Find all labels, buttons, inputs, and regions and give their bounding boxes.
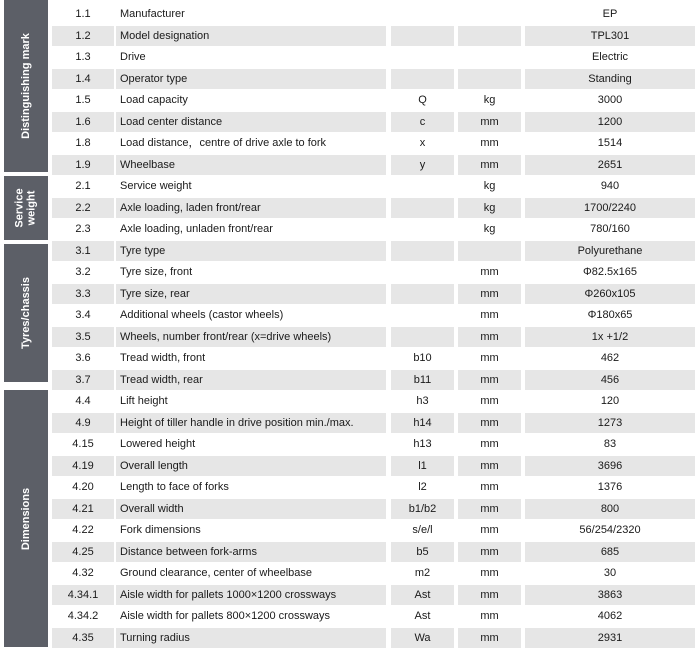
table-row [52, 155, 695, 177]
row-value: 3000 [525, 90, 695, 110]
table-row [52, 542, 695, 564]
section-tyres-chassis [4, 244, 48, 382]
row-symbol: c [391, 112, 454, 132]
table-row [52, 69, 695, 91]
row-value: 120 [525, 391, 695, 411]
row-number: 2.3 [52, 219, 114, 239]
table-row [52, 499, 695, 521]
row-value: Φ260x105 [525, 284, 695, 304]
row-symbol: Ast [391, 606, 454, 626]
row-symbol [391, 26, 454, 46]
row-unit [458, 69, 521, 89]
row-name: Axle loading, unladen front/rear [116, 219, 386, 239]
row-number: 4.35 [52, 628, 114, 648]
row-value: Φ180x65 [525, 305, 695, 325]
row-name: Length to face of forks [116, 477, 386, 497]
row-unit: mm [458, 391, 521, 411]
row-symbol [391, 176, 454, 196]
table-row [52, 241, 695, 263]
row-number: 2.2 [52, 198, 114, 218]
row-value: 1376 [525, 477, 695, 497]
row-value: 56/254/2320 [525, 520, 695, 540]
row-unit: kg [458, 176, 521, 196]
row-unit: mm [458, 563, 521, 583]
row-name: Wheels, number front/rear (x=drive wheels) [116, 327, 386, 347]
row-number: 4.32 [52, 563, 114, 583]
row-name: Service weight [116, 176, 386, 196]
row-unit: mm [458, 606, 521, 626]
row-symbol: s/e/l [391, 520, 454, 540]
row-value: EP [525, 4, 695, 24]
row-symbol: h14 [391, 413, 454, 433]
row-symbol: y [391, 155, 454, 175]
row-value: 2651 [525, 155, 695, 175]
row-value: 3696 [525, 456, 695, 476]
row-symbol: x [391, 133, 454, 153]
row-number: 4.9 [52, 413, 114, 433]
row-number: 3.1 [52, 241, 114, 261]
row-unit: mm [458, 413, 521, 433]
row-number: 1.3 [52, 47, 114, 67]
row-name: Tyre size, front [116, 262, 386, 282]
row-symbol [391, 4, 454, 24]
row-number: 1.5 [52, 90, 114, 110]
row-symbol: b11 [391, 370, 454, 390]
table-row [52, 456, 695, 478]
row-number: 3.2 [52, 262, 114, 282]
row-number: 1.2 [52, 26, 114, 46]
row-name: Tread width, rear [116, 370, 386, 390]
row-number: 1.4 [52, 69, 114, 89]
row-value: 30 [525, 563, 695, 583]
section-label: Distinguishing mark [20, 33, 32, 139]
row-number: 1.6 [52, 112, 114, 132]
table-row [52, 370, 695, 392]
table-row [52, 198, 695, 220]
row-name: Height of tiller handle in drive position min./max. [116, 413, 386, 433]
row-symbol: Q [391, 90, 454, 110]
row-value: 780/160 [525, 219, 695, 239]
row-name: Aisle width for pallets 800×1200 crossways [116, 606, 386, 626]
row-number: 1.8 [52, 133, 114, 153]
row-name: Fork dimensions [116, 520, 386, 540]
row-unit: mm [458, 284, 521, 304]
row-symbol [391, 47, 454, 67]
table-row [52, 4, 695, 26]
table-row [52, 391, 695, 413]
row-unit: mm [458, 327, 521, 347]
row-unit: kg [458, 198, 521, 218]
row-unit: mm [458, 520, 521, 540]
row-unit: mm [458, 434, 521, 454]
row-number: 4.15 [52, 434, 114, 454]
row-unit: mm [458, 456, 521, 476]
row-symbol [391, 305, 454, 325]
table-row [52, 90, 695, 112]
section-label: Service weight [14, 188, 38, 227]
row-value: 1200 [525, 112, 695, 132]
row-symbol: b5 [391, 542, 454, 562]
table-row [52, 606, 695, 628]
row-symbol: h13 [391, 434, 454, 454]
table-row [52, 284, 695, 306]
row-number: 4.20 [52, 477, 114, 497]
row-number: 4.34.1 [52, 585, 114, 605]
row-unit: mm [458, 112, 521, 132]
row-symbol [391, 69, 454, 89]
row-name: Lift height [116, 391, 386, 411]
row-value: 462 [525, 348, 695, 368]
row-unit: mm [458, 262, 521, 282]
row-name: Aisle width for pallets 1000×1200 crossways [116, 585, 386, 605]
row-unit: mm [458, 542, 521, 562]
row-number: 3.7 [52, 370, 114, 390]
row-number: 1.9 [52, 155, 114, 175]
row-number: 3.5 [52, 327, 114, 347]
row-number: 4.4 [52, 391, 114, 411]
row-value: 3863 [525, 585, 695, 605]
row-unit: mm [458, 499, 521, 519]
table-row [52, 585, 695, 607]
row-unit: mm [458, 370, 521, 390]
row-symbol: h3 [391, 391, 454, 411]
row-symbol [391, 219, 454, 239]
row-number: 4.34.2 [52, 606, 114, 626]
section-label: Tyres/chassis [20, 277, 32, 349]
row-name: Additional wheels (castor wheels) [116, 305, 386, 325]
row-name: Tyre type [116, 241, 386, 261]
row-value: Φ82.5x165 [525, 262, 695, 282]
row-name: Overall length [116, 456, 386, 476]
row-name: Distance between fork-arms [116, 542, 386, 562]
row-value: 800 [525, 499, 695, 519]
section-dimensions [4, 390, 48, 647]
row-name: Tread width, front [116, 348, 386, 368]
table-row [52, 47, 695, 69]
row-value: 2931 [525, 628, 695, 648]
row-symbol: b10 [391, 348, 454, 368]
row-name: Lowered height [116, 434, 386, 454]
row-number: 3.4 [52, 305, 114, 325]
table-row [52, 133, 695, 155]
row-number: 3.3 [52, 284, 114, 304]
row-value: Standing [525, 69, 695, 89]
row-unit: kg [458, 219, 521, 239]
row-number: 2.1 [52, 176, 114, 196]
row-symbol [391, 262, 454, 282]
row-symbol [391, 241, 454, 261]
row-name: Overall width [116, 499, 386, 519]
row-unit [458, 4, 521, 24]
row-symbol: Ast [391, 585, 454, 605]
row-symbol: m2 [391, 563, 454, 583]
table-row [52, 348, 695, 370]
row-name: Tyre size, rear [116, 284, 386, 304]
row-value: Electric [525, 47, 695, 67]
table-row [52, 327, 695, 349]
table-row [52, 563, 695, 585]
row-number: 4.25 [52, 542, 114, 562]
section-label: Dimensions [20, 487, 32, 549]
row-symbol: b1/b2 [391, 499, 454, 519]
table-row [52, 520, 695, 542]
row-symbol [391, 327, 454, 347]
row-value: Polyurethane [525, 241, 695, 261]
row-number: 1.1 [52, 4, 114, 24]
row-unit: mm [458, 155, 521, 175]
row-value: 1700/2240 [525, 198, 695, 218]
row-name: Ground clearance, center of wheelbase [116, 563, 386, 583]
table-row [52, 628, 695, 649]
table-row [52, 434, 695, 456]
table-row [52, 112, 695, 134]
row-number: 4.21 [52, 499, 114, 519]
row-name: Load distance，centre of drive axle to fork [116, 133, 386, 153]
row-value: 685 [525, 542, 695, 562]
row-unit: mm [458, 628, 521, 648]
row-value: 456 [525, 370, 695, 390]
row-name: Wheelbase [116, 155, 386, 175]
row-number: 4.22 [52, 520, 114, 540]
section-distinguishing-mark [4, 0, 48, 172]
row-name: Drive [116, 47, 386, 67]
row-symbol: Wa [391, 628, 454, 648]
row-name: Manufacturer [116, 4, 386, 24]
row-value: 1x +1/2 [525, 327, 695, 347]
table-row [52, 26, 695, 48]
row-symbol: l2 [391, 477, 454, 497]
row-name: Model designation [116, 26, 386, 46]
row-number: 4.19 [52, 456, 114, 476]
row-value: 1514 [525, 133, 695, 153]
row-name: Axle loading, laden front/rear [116, 198, 386, 218]
row-unit: mm [458, 133, 521, 153]
table-row [52, 219, 695, 241]
table-row [52, 477, 695, 499]
row-value: TPL301 [525, 26, 695, 46]
row-unit [458, 47, 521, 67]
row-name: Operator type [116, 69, 386, 89]
table-row [52, 413, 695, 435]
row-value: 940 [525, 176, 695, 196]
row-unit: kg [458, 90, 521, 110]
table-row [52, 262, 695, 284]
row-number: 3.6 [52, 348, 114, 368]
row-symbol: l1 [391, 456, 454, 476]
table-row [52, 305, 695, 327]
section-service-weight [4, 176, 48, 240]
row-unit: mm [458, 348, 521, 368]
table-row [52, 176, 695, 198]
row-symbol [391, 198, 454, 218]
row-value: 1273 [525, 413, 695, 433]
row-unit: mm [458, 305, 521, 325]
row-name: Load capacity [116, 90, 386, 110]
spec-table [52, 4, 695, 649]
row-name: Load center distance [116, 112, 386, 132]
row-unit: mm [458, 585, 521, 605]
row-symbol [391, 284, 454, 304]
row-unit [458, 26, 521, 46]
row-value: 83 [525, 434, 695, 454]
row-unit: mm [458, 477, 521, 497]
row-name: Turning radius [116, 628, 386, 648]
row-value: 4062 [525, 606, 695, 626]
row-unit [458, 241, 521, 261]
